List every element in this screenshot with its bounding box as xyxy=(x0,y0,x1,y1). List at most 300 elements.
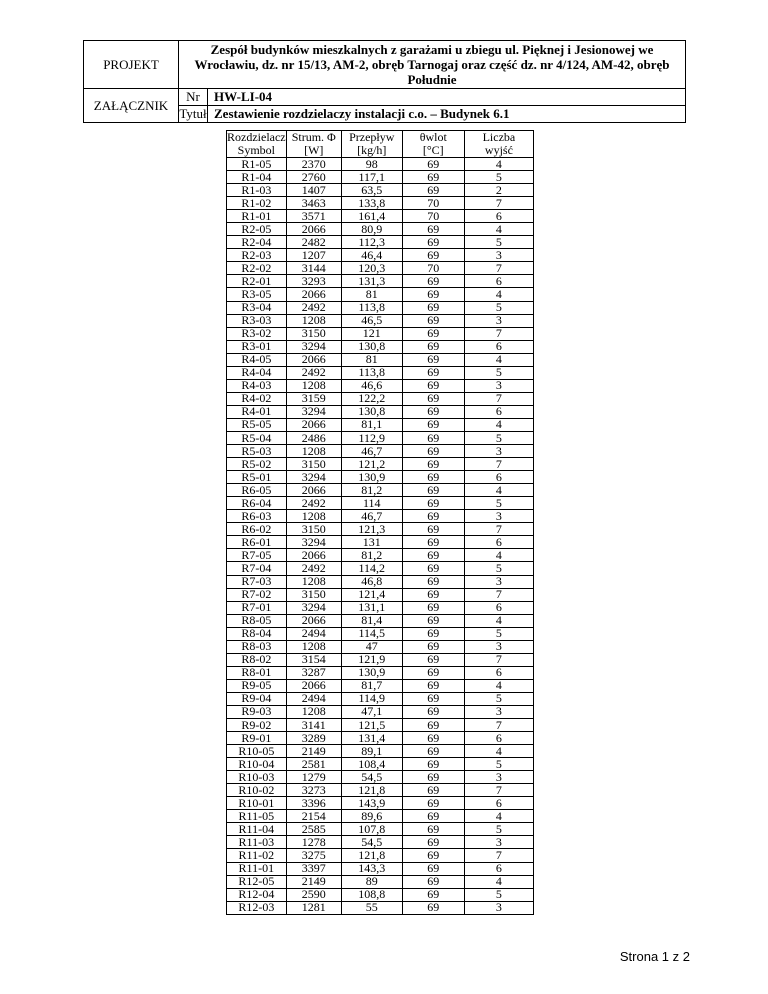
table-cell: 5 xyxy=(464,888,533,901)
table-cell: 69 xyxy=(402,745,464,758)
project-label: PROJEKT xyxy=(84,41,179,89)
table-cell: 130,8 xyxy=(341,340,402,353)
table-cell: 69 xyxy=(402,523,464,536)
table-cell: 2066 xyxy=(286,679,341,692)
table-cell: R9-02 xyxy=(227,719,287,732)
table-cell: R10-05 xyxy=(227,745,287,758)
table-cell: R4-05 xyxy=(227,353,287,366)
table-cell: 47,1 xyxy=(341,705,402,718)
table-cell: 47 xyxy=(341,640,402,653)
table-cell: R5-01 xyxy=(227,471,287,484)
table-cell: 69 xyxy=(402,379,464,392)
table-row xyxy=(227,158,534,171)
table-cell: R9-01 xyxy=(227,732,287,745)
table-cell: 1279 xyxy=(286,771,341,784)
table-row xyxy=(227,262,534,275)
table-cell: 1208 xyxy=(286,379,341,392)
table-cell: 6 xyxy=(464,471,533,484)
table-cell: 70 xyxy=(402,262,464,275)
table-cell: 2154 xyxy=(286,810,341,823)
table-cell: 3 xyxy=(464,640,533,653)
table-cell: 69 xyxy=(402,405,464,418)
table-cell: 80,9 xyxy=(341,223,402,236)
table-cell: 2 xyxy=(464,184,533,197)
table-cell: 69 xyxy=(402,810,464,823)
table-cell: 2585 xyxy=(286,823,341,836)
table-cell: R2-03 xyxy=(227,249,287,262)
table-cell: 1278 xyxy=(286,836,341,849)
table-cell: 69 xyxy=(402,275,464,288)
table-row xyxy=(227,184,534,197)
table-row xyxy=(227,458,534,471)
table-cell: 3150 xyxy=(286,458,341,471)
table-cell: R12-03 xyxy=(227,901,287,914)
table-cell: 3289 xyxy=(286,732,341,745)
table-cell: 69 xyxy=(402,549,464,562)
table-cell: 81,2 xyxy=(341,549,402,562)
table-cell: R2-05 xyxy=(227,223,287,236)
table-cell: R2-02 xyxy=(227,262,287,275)
table-cell: 3150 xyxy=(286,327,341,340)
table-cell: R7-02 xyxy=(227,588,287,601)
column-header-outputs: Liczba wyjść xyxy=(464,131,533,158)
table-cell: 133,8 xyxy=(341,197,402,210)
table-cell: R6-04 xyxy=(227,497,287,510)
table-cell: 69 xyxy=(402,901,464,914)
table-cell: R7-01 xyxy=(227,601,287,614)
table-cell: 69 xyxy=(402,666,464,679)
table-cell: 2492 xyxy=(286,366,341,379)
table-cell: 69 xyxy=(402,471,464,484)
table-cell: 63,5 xyxy=(341,184,402,197)
table-cell: 89,1 xyxy=(341,745,402,758)
table-row xyxy=(227,484,534,497)
table-cell: 7 xyxy=(464,327,533,340)
table-cell: 6 xyxy=(464,536,533,549)
table-cell: 4 xyxy=(464,223,533,236)
table-cell: 69 xyxy=(402,875,464,888)
table-cell: R11-01 xyxy=(227,862,287,875)
table-row xyxy=(227,627,534,640)
table-cell: 69 xyxy=(402,719,464,732)
table-cell: 69 xyxy=(402,562,464,575)
table-cell: 4 xyxy=(464,353,533,366)
table-cell: 2066 xyxy=(286,484,341,497)
table-cell: R10-03 xyxy=(227,771,287,784)
nr-label: Nr xyxy=(179,89,208,106)
table-cell: 108,4 xyxy=(341,758,402,771)
table-cell: 6 xyxy=(464,275,533,288)
table-cell: R9-05 xyxy=(227,679,287,692)
table-cell: 2066 xyxy=(286,418,341,431)
table-cell: 69 xyxy=(402,797,464,810)
table-cell: 2492 xyxy=(286,562,341,575)
table-cell: 6 xyxy=(464,862,533,875)
table-cell: R10-04 xyxy=(227,758,287,771)
table-cell: 2149 xyxy=(286,875,341,888)
table-cell: 69 xyxy=(402,458,464,471)
table-row xyxy=(227,418,534,431)
table-cell: 1407 xyxy=(286,184,341,197)
table-cell: R6-01 xyxy=(227,536,287,549)
table-row xyxy=(227,549,534,562)
table-cell: R7-05 xyxy=(227,549,287,562)
table-cell: 69 xyxy=(402,601,464,614)
table-cell: 3294 xyxy=(286,536,341,549)
table-cell: 1208 xyxy=(286,314,341,327)
table-cell: 7 xyxy=(464,784,533,797)
table-row xyxy=(227,901,534,914)
table-cell: 2370 xyxy=(286,158,341,171)
table-cell: 6 xyxy=(464,210,533,223)
table-cell: 69 xyxy=(402,445,464,458)
table-cell: R12-05 xyxy=(227,875,287,888)
table-cell: 5 xyxy=(464,758,533,771)
table-cell: 3396 xyxy=(286,797,341,810)
table-cell: 114 xyxy=(341,497,402,510)
table-cell: R11-03 xyxy=(227,836,287,849)
table-cell: 2590 xyxy=(286,888,341,901)
table-cell: 1208 xyxy=(286,445,341,458)
table-row xyxy=(227,275,534,288)
table-cell: R3-03 xyxy=(227,314,287,327)
table-cell: 54,5 xyxy=(341,836,402,849)
table-cell: R3-04 xyxy=(227,301,287,314)
table-cell: 3 xyxy=(464,575,533,588)
table-cell: 69 xyxy=(402,314,464,327)
table-cell: R3-05 xyxy=(227,288,287,301)
table-cell: R5-05 xyxy=(227,418,287,431)
table-cell: R1-05 xyxy=(227,158,287,171)
table-cell: 69 xyxy=(402,888,464,901)
table-cell: 4 xyxy=(464,875,533,888)
table-cell: 3 xyxy=(464,901,533,914)
column-header-flux: Strum. Φ [W] xyxy=(286,131,341,158)
attachment-label: ZAŁĄCZNIK xyxy=(84,89,179,123)
table-cell: 46,5 xyxy=(341,314,402,327)
table-cell: 7 xyxy=(464,849,533,862)
table-cell: 7 xyxy=(464,197,533,210)
table-cell: 81,2 xyxy=(341,484,402,497)
table-cell: 70 xyxy=(402,197,464,210)
table-cell: 121,8 xyxy=(341,784,402,797)
table-cell: 4 xyxy=(464,484,533,497)
table-cell: 4 xyxy=(464,288,533,301)
table-cell: 121,2 xyxy=(341,458,402,471)
table-cell: 3 xyxy=(464,836,533,849)
table-cell: 89 xyxy=(341,875,402,888)
table-cell: 2066 xyxy=(286,353,341,366)
table-cell: R11-05 xyxy=(227,810,287,823)
table-cell: 1208 xyxy=(286,510,341,523)
table-cell: 7 xyxy=(464,392,533,405)
table-cell: 69 xyxy=(402,249,464,262)
table-row xyxy=(227,523,534,536)
table-cell: 5 xyxy=(464,236,533,249)
table-cell: R8-04 xyxy=(227,627,287,640)
table-cell: 1208 xyxy=(286,575,341,588)
table-cell: R4-03 xyxy=(227,379,287,392)
table-cell: 114,2 xyxy=(341,562,402,575)
table-cell: 2149 xyxy=(286,745,341,758)
table-cell: R3-01 xyxy=(227,340,287,353)
table-cell: 143,3 xyxy=(341,862,402,875)
table-cell: 4 xyxy=(464,549,533,562)
table-cell: 69 xyxy=(402,366,464,379)
table-cell: 7 xyxy=(464,458,533,471)
table-row xyxy=(227,745,534,758)
table-row xyxy=(227,510,534,523)
table-cell: R4-04 xyxy=(227,366,287,379)
table-cell: 2494 xyxy=(286,627,341,640)
table-cell: 120,3 xyxy=(341,262,402,275)
table-cell: 3159 xyxy=(286,392,341,405)
table-cell: R10-02 xyxy=(227,784,287,797)
table-cell: R4-01 xyxy=(227,405,287,418)
table-cell: 69 xyxy=(402,771,464,784)
table-cell: 2066 xyxy=(286,223,341,236)
table-row xyxy=(227,236,534,249)
table-cell: 2494 xyxy=(286,692,341,705)
table-cell: R2-01 xyxy=(227,275,287,288)
table-cell: 143,9 xyxy=(341,797,402,810)
table-cell: 69 xyxy=(402,614,464,627)
table-cell: R1-02 xyxy=(227,197,287,210)
table-cell: 112,3 xyxy=(341,236,402,249)
table-row xyxy=(227,497,534,510)
table-cell: 2486 xyxy=(286,431,341,444)
table-cell: 3144 xyxy=(286,262,341,275)
table-cell: 5 xyxy=(464,497,533,510)
table-cell: 3 xyxy=(464,510,533,523)
table-cell: 130,9 xyxy=(341,471,402,484)
table-cell: 4 xyxy=(464,158,533,171)
table-cell: R7-03 xyxy=(227,575,287,588)
table-cell: 69 xyxy=(402,236,464,249)
table-cell: 6 xyxy=(464,797,533,810)
table-cell: 69 xyxy=(402,758,464,771)
table-cell: 7 xyxy=(464,262,533,275)
table-cell: 54,5 xyxy=(341,771,402,784)
table-cell: 131,3 xyxy=(341,275,402,288)
table-cell: 3 xyxy=(464,445,533,458)
table-cell: 2066 xyxy=(286,549,341,562)
table-cell: 69 xyxy=(402,849,464,862)
table-cell: 6 xyxy=(464,601,533,614)
table-cell: 121 xyxy=(341,327,402,340)
table-row xyxy=(227,471,534,484)
table-cell: 69 xyxy=(402,288,464,301)
table-cell: R1-03 xyxy=(227,184,287,197)
table-cell: 69 xyxy=(402,679,464,692)
table-cell: 2482 xyxy=(286,236,341,249)
table-cell: R8-01 xyxy=(227,666,287,679)
project-description: Zespół budynków mieszkalnych z garażami u zbiegu ul. Pięknej i Jesionowej we Wrocławiu, dz. nr 15/13, AM-2, obręb Tarnogaj oraz część dz. nr 4/124, AM-42, obręb Południe xyxy=(179,41,686,89)
table-cell: 3 xyxy=(464,249,533,262)
table-cell: 1208 xyxy=(286,640,341,653)
table-cell: R10-01 xyxy=(227,797,287,810)
table-cell: 1208 xyxy=(286,705,341,718)
table-cell: 121,4 xyxy=(341,588,402,601)
table-cell: 3293 xyxy=(286,275,341,288)
table-cell: 98 xyxy=(341,158,402,171)
table-cell: 70 xyxy=(402,210,464,223)
table-cell: 131,4 xyxy=(341,732,402,745)
table-cell: 5 xyxy=(464,366,533,379)
table-cell: 2581 xyxy=(286,758,341,771)
table-cell: R3-02 xyxy=(227,327,287,340)
table-cell: R7-04 xyxy=(227,562,287,575)
table-row xyxy=(227,719,534,732)
table-cell: 3141 xyxy=(286,719,341,732)
table-cell: 69 xyxy=(402,497,464,510)
table-cell: 2492 xyxy=(286,497,341,510)
table-cell: 6 xyxy=(464,666,533,679)
table-cell: 3294 xyxy=(286,405,341,418)
table-cell: 5 xyxy=(464,431,533,444)
table-cell: 7 xyxy=(464,588,533,601)
table-cell: 46,8 xyxy=(341,575,402,588)
table-row xyxy=(227,210,534,223)
table-cell: 69 xyxy=(402,705,464,718)
table-cell: 69 xyxy=(402,588,464,601)
table-cell: 69 xyxy=(402,575,464,588)
table-cell: 3275 xyxy=(286,849,341,862)
table-body xyxy=(227,158,534,915)
table-cell: 3150 xyxy=(286,588,341,601)
table-cell: 130,8 xyxy=(341,405,402,418)
table-cell: R9-04 xyxy=(227,692,287,705)
table-cell: 46,7 xyxy=(341,445,402,458)
table-cell: 69 xyxy=(402,301,464,314)
table-cell: 114,9 xyxy=(341,692,402,705)
table-cell: 112,9 xyxy=(341,431,402,444)
table-cell: R5-04 xyxy=(227,431,287,444)
table-cell: 81,1 xyxy=(341,418,402,431)
table-row xyxy=(227,705,534,718)
table-cell: 107,8 xyxy=(341,823,402,836)
table-row xyxy=(227,431,534,444)
table-cell: 69 xyxy=(402,536,464,549)
table-cell: 2760 xyxy=(286,171,341,184)
table-cell: 7 xyxy=(464,719,533,732)
table-cell: 3 xyxy=(464,314,533,327)
table-cell: 5 xyxy=(464,171,533,184)
table-cell: 69 xyxy=(402,653,464,666)
table-cell: 69 xyxy=(402,431,464,444)
table-cell: R5-03 xyxy=(227,445,287,458)
table-cell: R6-02 xyxy=(227,523,287,536)
table-row xyxy=(227,249,534,262)
table-cell: 46,4 xyxy=(341,249,402,262)
table-cell: R8-02 xyxy=(227,653,287,666)
document-header xyxy=(83,40,686,123)
table-cell: 161,4 xyxy=(341,210,402,223)
table-cell: 113,8 xyxy=(341,366,402,379)
table-cell: 2492 xyxy=(286,301,341,314)
table-cell: 69 xyxy=(402,392,464,405)
table-cell: 69 xyxy=(402,692,464,705)
table-cell: R6-03 xyxy=(227,510,287,523)
table-cell: R8-05 xyxy=(227,614,287,627)
table-cell: 69 xyxy=(402,732,464,745)
table-cell: 2066 xyxy=(286,288,341,301)
table-cell: 69 xyxy=(402,784,464,797)
title-value: Zestawienie rozdzielaczy instalacji c.o. – Budynek 6.1 xyxy=(208,106,686,123)
table-cell: R8-03 xyxy=(227,640,287,653)
table-cell: 3294 xyxy=(286,340,341,353)
table-cell: 1207 xyxy=(286,249,341,262)
table-cell: 89,6 xyxy=(341,810,402,823)
table-cell: 81 xyxy=(341,353,402,366)
table-cell: 6 xyxy=(464,732,533,745)
table-cell: 2066 xyxy=(286,614,341,627)
table-cell: 3294 xyxy=(286,471,341,484)
table-row xyxy=(227,223,534,236)
table-cell: 69 xyxy=(402,627,464,640)
table-cell: 81,4 xyxy=(341,614,402,627)
table-cell: 4 xyxy=(464,810,533,823)
table-cell: 131,1 xyxy=(341,601,402,614)
table-cell: 5 xyxy=(464,562,533,575)
table-cell: 131 xyxy=(341,536,402,549)
table-cell: 69 xyxy=(402,223,464,236)
table-cell: 3294 xyxy=(286,601,341,614)
table-cell: R1-04 xyxy=(227,171,287,184)
table-cell: 69 xyxy=(402,418,464,431)
table-cell: 122,2 xyxy=(341,392,402,405)
table-cell: 55 xyxy=(341,901,402,914)
table-row xyxy=(227,810,534,823)
table-cell: 121,5 xyxy=(341,719,402,732)
table-cell: 121,9 xyxy=(341,653,402,666)
table-row xyxy=(227,171,534,184)
table-cell: 69 xyxy=(402,640,464,653)
table-cell: 3 xyxy=(464,771,533,784)
table-cell: 6 xyxy=(464,340,533,353)
table-cell: 117,1 xyxy=(341,171,402,184)
table-cell: R2-04 xyxy=(227,236,287,249)
table-cell: 4 xyxy=(464,614,533,627)
table-cell: 5 xyxy=(464,692,533,705)
table-cell: 4 xyxy=(464,679,533,692)
table-row xyxy=(227,823,534,836)
table-cell: 121,3 xyxy=(341,523,402,536)
table-header-row xyxy=(227,131,534,158)
table-cell: 5 xyxy=(464,301,533,314)
table-row xyxy=(227,771,534,784)
table-cell: 121,8 xyxy=(341,849,402,862)
table-row xyxy=(227,197,534,210)
table-cell: 3273 xyxy=(286,784,341,797)
table-cell: R12-04 xyxy=(227,888,287,901)
table-cell: 114,5 xyxy=(341,627,402,640)
table-cell: R11-04 xyxy=(227,823,287,836)
table-cell: 5 xyxy=(464,823,533,836)
column-header-symbol: Rozdzielacz Symbol xyxy=(227,130,286,157)
table-row xyxy=(227,732,534,745)
table-row xyxy=(227,445,534,458)
table-cell: 69 xyxy=(402,327,464,340)
table-cell: R11-02 xyxy=(227,849,287,862)
table-cell: 69 xyxy=(402,510,464,523)
table-cell: 113,8 xyxy=(341,301,402,314)
table-cell: 69 xyxy=(402,340,464,353)
table-cell: 4 xyxy=(464,745,533,758)
table-cell: 3571 xyxy=(286,210,341,223)
table-cell: 69 xyxy=(402,158,464,171)
manifold-table xyxy=(226,130,534,915)
